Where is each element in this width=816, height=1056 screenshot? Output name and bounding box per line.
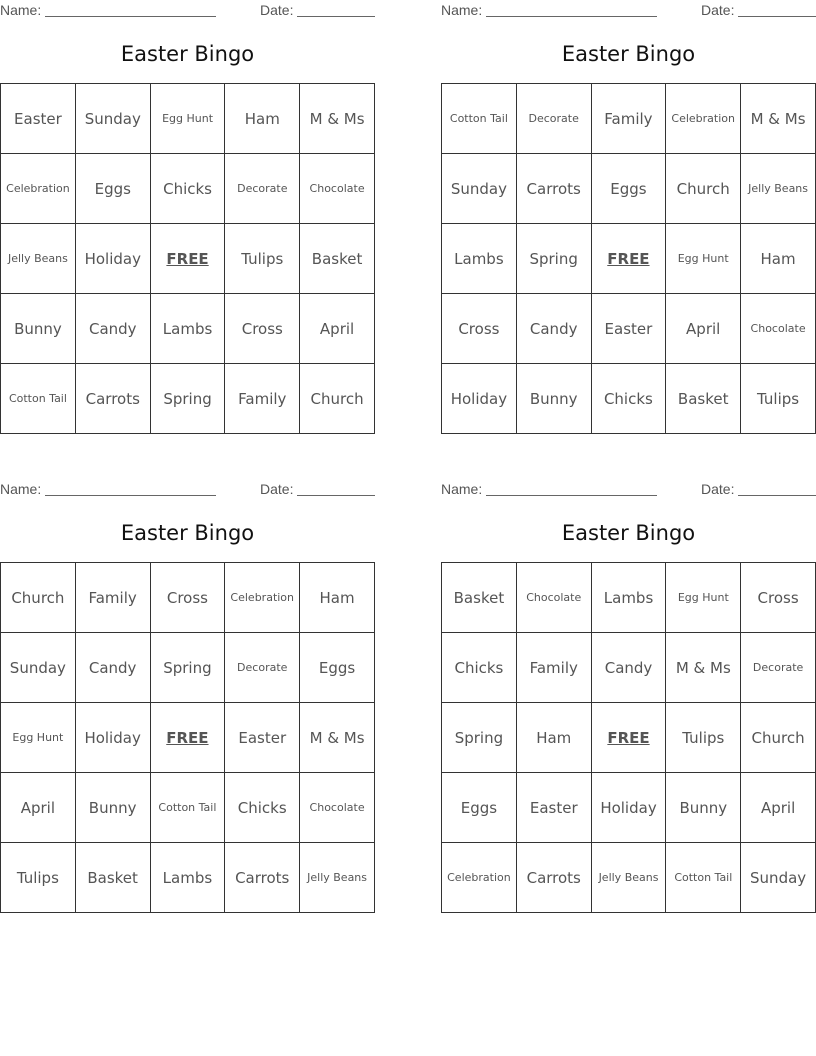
- bingo-cell: Ham: [516, 703, 591, 773]
- bingo-cell: Church: [741, 703, 816, 773]
- card-title: Easter Bingo: [120, 521, 255, 545]
- date-label: Date:: [260, 481, 294, 497]
- grid-row: [442, 224, 816, 294]
- bingo-cell: Candy: [75, 633, 150, 703]
- bingo-cell: Sunday: [1, 633, 76, 703]
- grid-row: [1, 294, 375, 364]
- bingo-cell: Ham: [741, 224, 816, 294]
- name-label: Name:: [0, 2, 42, 18]
- bingo-cell: M & Ms: [300, 84, 375, 154]
- bingo-cell: FREE: [150, 703, 225, 773]
- bingo-cell: Sunday: [75, 84, 150, 154]
- bingo-cell: Lambs: [442, 224, 517, 294]
- date-label: Date:: [701, 2, 735, 18]
- bingo-cell: Family: [75, 563, 150, 633]
- bingo-cell: Decorate: [516, 84, 591, 154]
- date-label: Date:: [260, 2, 294, 18]
- date-line[interactable]: [738, 16, 816, 17]
- bingo-cell: Eggs: [75, 154, 150, 224]
- bingo-cell: April: [666, 294, 741, 364]
- grid-row: [1, 773, 375, 843]
- bingo-cell: Cotton Tail: [666, 843, 741, 913]
- bingo-cell: Church: [300, 364, 375, 434]
- name-line[interactable]: [486, 495, 657, 496]
- bingo-cell: Eggs: [442, 773, 517, 843]
- bingo-cell: Lambs: [150, 294, 225, 364]
- name-line[interactable]: [45, 16, 216, 17]
- bingo-cell: Basket: [442, 563, 517, 633]
- bingo-cell: Easter: [225, 703, 300, 773]
- bingo-cell: Spring: [150, 364, 225, 434]
- bingo-cell: FREE: [591, 224, 666, 294]
- bingo-cell: Carrots: [225, 843, 300, 913]
- bingo-cell: Egg Hunt: [666, 224, 741, 294]
- bingo-cell: Church: [666, 154, 741, 224]
- bingo-cell: Basket: [666, 364, 741, 434]
- bingo-cell: Lambs: [150, 843, 225, 913]
- bingo-cell: Carrots: [75, 364, 150, 434]
- bingo-cell: Bunny: [75, 773, 150, 843]
- bingo-cell: Egg Hunt: [666, 563, 741, 633]
- bingo-cell: Family: [591, 84, 666, 154]
- bingo-cell: Tulips: [1, 843, 76, 913]
- bingo-cell: Chicks: [442, 633, 517, 703]
- name-label: Name:: [441, 481, 483, 497]
- bingo-cell: Bunny: [666, 773, 741, 843]
- bingo-cell: Sunday: [442, 154, 517, 224]
- bingo-cell: Holiday: [591, 773, 666, 843]
- bingo-grid: [0, 83, 375, 434]
- bingo-cell: Candy: [591, 633, 666, 703]
- date-line[interactable]: [297, 495, 375, 496]
- bingo-cell: Eggs: [300, 633, 375, 703]
- bingo-cell: Cross: [442, 294, 517, 364]
- bingo-cell: Chocolate: [741, 294, 816, 364]
- name-line[interactable]: [486, 16, 657, 17]
- bingo-cell: Chicks: [150, 154, 225, 224]
- date-line[interactable]: [738, 495, 816, 496]
- grid-row: [442, 364, 816, 434]
- grid-row: [442, 633, 816, 703]
- card-title: Easter Bingo: [561, 521, 696, 545]
- bingo-cell: Decorate: [225, 154, 300, 224]
- bingo-cell: Celebration: [225, 563, 300, 633]
- bingo-cell: Church: [1, 563, 76, 633]
- bingo-cell: Family: [516, 633, 591, 703]
- grid-row: [1, 84, 375, 154]
- bingo-grid: [0, 562, 375, 913]
- bingo-cell: Egg Hunt: [150, 84, 225, 154]
- bingo-cell: M & Ms: [300, 703, 375, 773]
- bingo-cell: Decorate: [225, 633, 300, 703]
- bingo-cell: Bunny: [1, 294, 76, 364]
- bingo-cell: Celebration: [1, 154, 76, 224]
- bingo-cell: Egg Hunt: [1, 703, 76, 773]
- bingo-cell: Chocolate: [300, 773, 375, 843]
- bingo-cell: Basket: [300, 224, 375, 294]
- bingo-cell: Chicks: [591, 364, 666, 434]
- bingo-cell: Easter: [1, 84, 76, 154]
- bingo-cell: Spring: [150, 633, 225, 703]
- card-header: [0, 0, 375, 20]
- bingo-cell: Decorate: [741, 633, 816, 703]
- bingo-cell: Chocolate: [300, 154, 375, 224]
- grid-row: [442, 773, 816, 843]
- bingo-grid: [441, 562, 816, 913]
- bingo-cell: Carrots: [516, 843, 591, 913]
- grid-row: [1, 224, 375, 294]
- bingo-cell: FREE: [150, 224, 225, 294]
- bingo-cell: Ham: [225, 84, 300, 154]
- card-header: [441, 0, 816, 20]
- date-label: Date:: [701, 481, 735, 497]
- bingo-cell: Cotton Tail: [1, 364, 76, 434]
- bingo-cell: Celebration: [666, 84, 741, 154]
- grid-row: [442, 154, 816, 224]
- grid-row: [442, 703, 816, 773]
- bingo-cell: Holiday: [75, 703, 150, 773]
- bingo-cell: Tulips: [666, 703, 741, 773]
- card-header: [441, 479, 816, 499]
- name-line[interactable]: [45, 495, 216, 496]
- grid-row: [1, 703, 375, 773]
- bingo-cell: M & Ms: [741, 84, 816, 154]
- bingo-cell: Tulips: [741, 364, 816, 434]
- grid-row: [1, 364, 375, 434]
- bingo-cell: Chicks: [225, 773, 300, 843]
- grid-row: [1, 633, 375, 703]
- bingo-cell: Holiday: [75, 224, 150, 294]
- bingo-cell: Easter: [591, 294, 666, 364]
- bingo-cell: Family: [225, 364, 300, 434]
- bingo-cell: Chocolate: [516, 563, 591, 633]
- bingo-cell: Basket: [75, 843, 150, 913]
- bingo-cell: Bunny: [516, 364, 591, 434]
- name-label: Name:: [0, 481, 42, 497]
- bingo-cell: M & Ms: [666, 633, 741, 703]
- bingo-grid: [441, 83, 816, 434]
- bingo-cell: Sunday: [741, 843, 816, 913]
- bingo-cell: FREE: [591, 703, 666, 773]
- bingo-cell: Jelly Beans: [1, 224, 76, 294]
- bingo-cell: Candy: [516, 294, 591, 364]
- bingo-cell: Cross: [150, 563, 225, 633]
- grid-row: [442, 84, 816, 154]
- grid-row: [442, 843, 816, 913]
- card-title: Easter Bingo: [120, 42, 255, 66]
- bingo-cell: Spring: [442, 703, 517, 773]
- bingo-cell: Jelly Beans: [591, 843, 666, 913]
- grid-row: [1, 843, 375, 913]
- bingo-cell: Jelly Beans: [300, 843, 375, 913]
- bingo-cell: Jelly Beans: [741, 154, 816, 224]
- bingo-cell: Cross: [741, 563, 816, 633]
- grid-row: [1, 154, 375, 224]
- bingo-cell: Cross: [225, 294, 300, 364]
- bingo-cell: Celebration: [442, 843, 517, 913]
- bingo-cell: Tulips: [225, 224, 300, 294]
- bingo-cell: Cotton Tail: [150, 773, 225, 843]
- bingo-cell: Cotton Tail: [442, 84, 517, 154]
- bingo-cell: April: [741, 773, 816, 843]
- grid-row: [442, 294, 816, 364]
- grid-row: [442, 563, 816, 633]
- grid-row: [1, 563, 375, 633]
- bingo-cell: April: [300, 294, 375, 364]
- bingo-cell: Easter: [516, 773, 591, 843]
- bingo-cell: Lambs: [591, 563, 666, 633]
- bingo-cell: April: [1, 773, 76, 843]
- bingo-cell: Holiday: [442, 364, 517, 434]
- bingo-cell: Candy: [75, 294, 150, 364]
- date-line[interactable]: [297, 16, 375, 17]
- name-label: Name:: [441, 2, 483, 18]
- bingo-cell: Spring: [516, 224, 591, 294]
- card-header: [0, 479, 375, 499]
- bingo-cell: Ham: [300, 563, 375, 633]
- card-title: Easter Bingo: [561, 42, 696, 66]
- bingo-cell: Carrots: [516, 154, 591, 224]
- bingo-cell: Eggs: [591, 154, 666, 224]
